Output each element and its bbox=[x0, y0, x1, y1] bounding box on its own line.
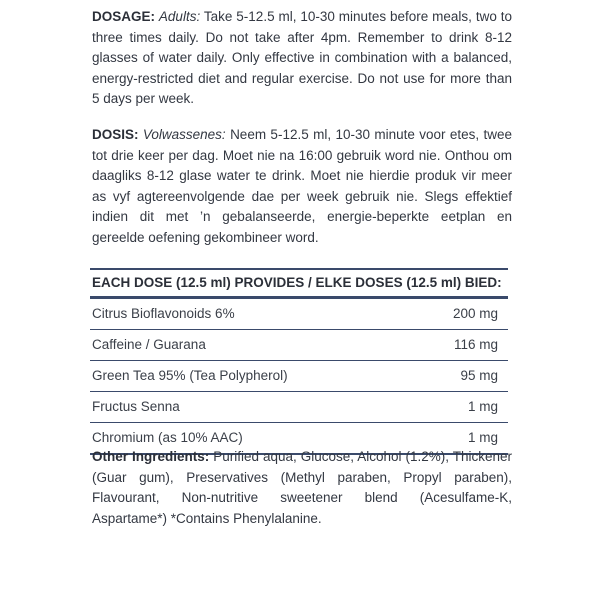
table-header: EACH DOSE (12.5 ml) PROVIDES / ELKE DOSES (12.5 ml) BIED: bbox=[90, 270, 508, 299]
dosage-paragraph bbox=[92, 7, 512, 110]
table-row bbox=[90, 361, 508, 392]
ingredient-amount: 1 mg bbox=[467, 399, 498, 414]
ingredient-name: Citrus Bioflavonoids 6% bbox=[92, 306, 235, 321]
ingredient-amount: 116 mg bbox=[453, 337, 498, 352]
other-ingredients-heading: Other Ingredients: bbox=[92, 449, 210, 464]
table-row bbox=[90, 392, 508, 423]
dosage-text: Take 5-12.5 ml, 10-30 minutes before meals, two to three times daily. Do not take after 4pm. Remember to drink 8-12 glasses of water daily. Only effective in combination with a balanced, energy-restricted diet and regular exercise. Do not use for more than 5 days per week. bbox=[92, 9, 512, 106]
ingredient-amount: 1 mg bbox=[467, 430, 498, 445]
ingredient-name: Caffeine / Guarana bbox=[92, 337, 206, 352]
dosis-volwassenes-label: Volwassenes: bbox=[142, 127, 226, 142]
other-ingredients-text: Purified aqua, Glucose, Alcohol (1.2%), Thickener (Guar gum), Preservatives (Methyl paraben, Propyl paraben), Flavourant, Non-nutritive sweetener blend (Acesulfame-K, Aspartame*) *Contains Phenylalanine. bbox=[92, 449, 512, 526]
dosis-paragraph bbox=[92, 125, 512, 248]
other-ingredients-paragraph bbox=[92, 447, 512, 529]
ingredient-name: Fructus Senna bbox=[92, 399, 180, 414]
dosage-adults-label: Adults: bbox=[158, 9, 201, 24]
dosis-heading: DOSIS: bbox=[92, 127, 139, 142]
ingredient-name: Chromium (as 10% AAC) bbox=[92, 430, 243, 445]
dosage-heading: DOSAGE: bbox=[92, 9, 156, 24]
ingredient-amount: 95 mg bbox=[460, 368, 498, 383]
ingredient-amount: 200 mg bbox=[452, 306, 498, 321]
dosis-text: Neem 5-12.5 ml, 10-30 minute voor etes, twee tot drie keer per dag. Moet nie na 16:00 gebruik word nie. Onthou om daagliks 8-12 glase water te drink. Moet nie hierdie produk vir meer as vyf agtereenvolgende dae per week gebruik nie. Slegs effektief indien dit met ’n gebalanseerde, energie-beperkte eetplan en gereelde oefening gekombineer word. bbox=[92, 127, 512, 245]
table-row bbox=[90, 299, 508, 330]
table-row bbox=[90, 330, 508, 361]
nutrition-table bbox=[90, 268, 508, 455]
ingredient-name: Green Tea 95% (Tea Polypherol) bbox=[92, 368, 288, 383]
